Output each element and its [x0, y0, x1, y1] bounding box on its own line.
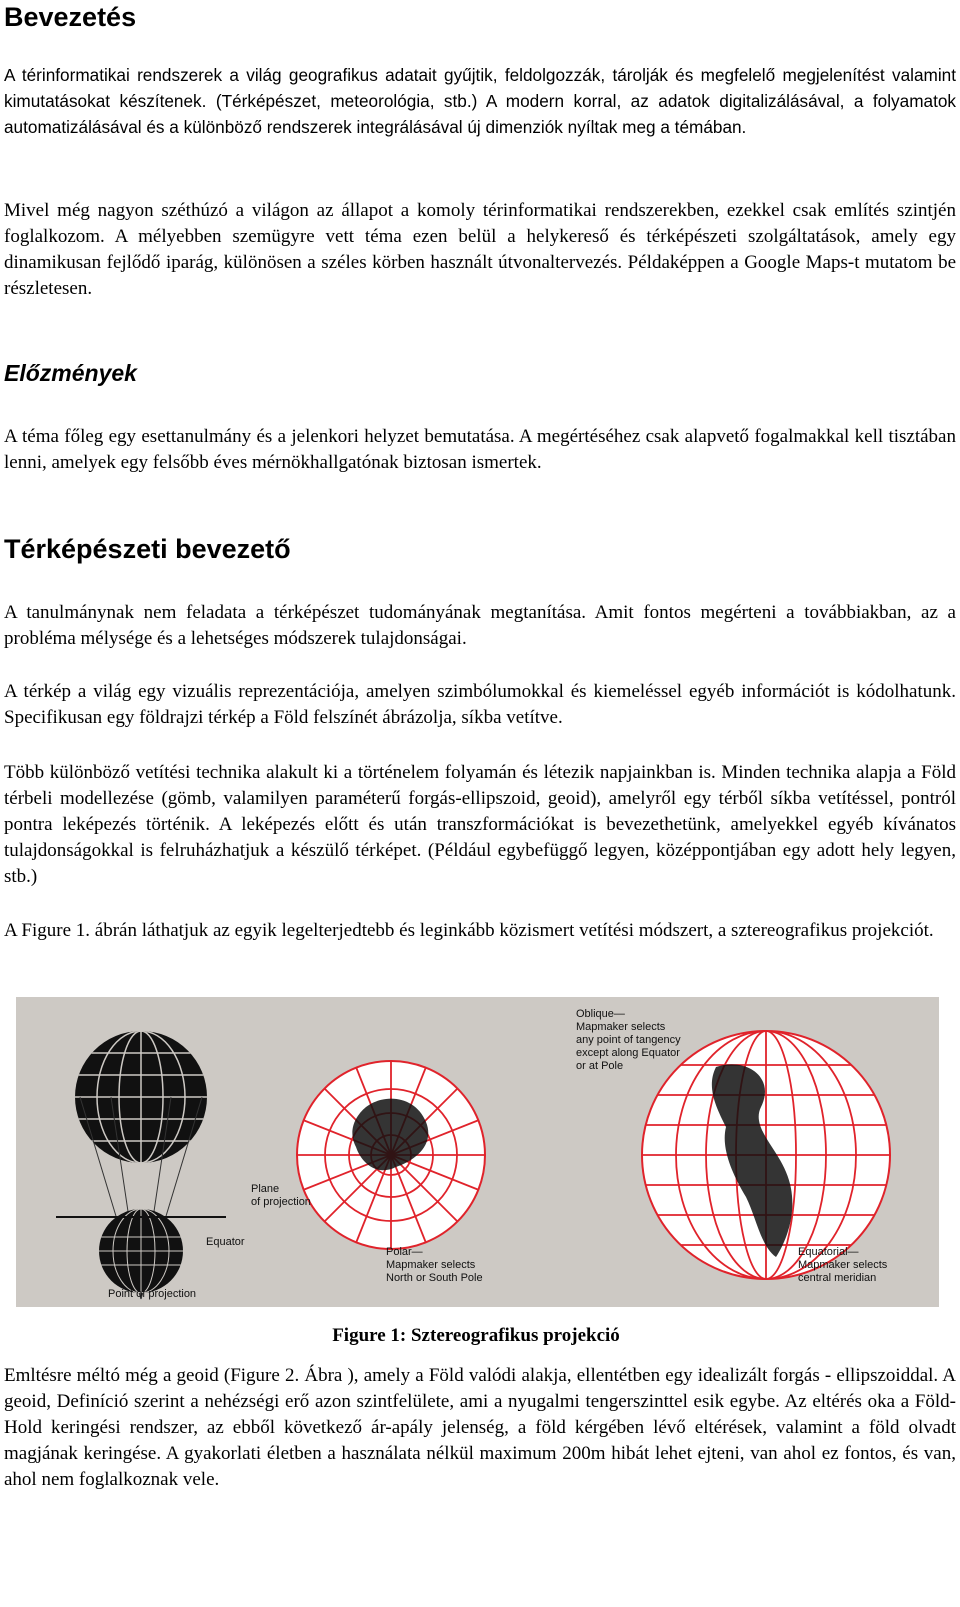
- label-plane-2: of projection: [251, 1196, 311, 1208]
- label-equatorial-3: central meridian: [798, 1272, 877, 1284]
- paragraph-carto-1: A tanulmánynak nem feladata a térképészet tudományának megtanítása. Amit fontos megérteni a továbbiakban, az a probléma mélysége és a lehetséges módszerek tulajdonságai.: [4, 602, 956, 649]
- heading-carto-intro: Térképészeti bevezető: [4, 534, 291, 564]
- label-oblique-3: any point of tangency: [576, 1034, 681, 1046]
- label-equator: Equator: [206, 1236, 245, 1248]
- paragraph-carto-3: Több különböző vetítési technika alakult ki a történelem folyamán és létezik napjainkban is. Minden technika alapja a Föld térbeli modellezése (gömb, valamilyen paraméterű forgás-ellipszoid, geoid), amelyről egy térből síkba vetítéssel, pontról pontra leképezés történik. A leképezés előtt és után transzformációkat is bevezethetünk, amelyekkel egyéb kívánatos tulajdonságokkal is felruházhatjuk a készülő térképet. (Például egybefüggő legyen, középpontjában egy adott hely legyen, stb.): [4, 762, 956, 887]
- paragraph-figure-ref: A Figure 1. ábrán láthatjuk az egyik legelterjedtebb és leginkább közismert vetítési módszert, a sztereografikus projekciót.: [4, 920, 934, 941]
- paragraph-geoid: Emltésre méltó még a geoid (Figure 2. Ábra ), amely a Föld valódi alakja, ellentétben egy idealizált forgás - ellipszoiddal. A geoid, Definíció szerint a nehézségi erő azon szintfelülete, ami a nyugalmi tengerszinttel esik egybe. Az eltérés oka a Föld-Hold keringési rendszer, az ebből következő ár-apály jelenség, a föld kérgében lévő eltérések, valamint a föld olvadt magjának keringése. A gyakorlati életben a használata nélkül maximum 200m hibát lehet ejteni, van ahol ez fontos, és van, ahol nem foglalkoznak vele.: [4, 1365, 956, 1490]
- figure-caption: Figure 1: Sztereografikus projekció: [332, 1325, 620, 1346]
- label-equatorial-1: Equatorial—: [798, 1246, 859, 1258]
- paragraph-carto-2: A térkép a világ egy vizuális reprezentációja, amelyen szimbólumokkal és kiemeléssel egyéb információt is kódolhatunk. Specifikusan egy földrajzi térkép a Föld felszínét ábrázolja, síkba vetítve.: [4, 681, 956, 728]
- label-polar-3: North or South Pole: [386, 1272, 483, 1284]
- label-point-of-projection: Point of projection: [108, 1288, 197, 1300]
- label-oblique-5: or at Pole: [576, 1060, 624, 1072]
- label-polar-1: Polar—: [386, 1246, 423, 1258]
- paragraph-scope: Mivel még nagyon széthúzó a világon az állapot a komoly térinformatikai rendszerekben, ezekkel csak említés szintjén foglalkozom. A mélyebben szemügyre vett téma ezen belül a helykereső és térképészeti szolgáltatások, amely egy dinamikusan fejlődő iparág, különösen a széles körben használt útvonaltervezés. Példaképpen a Google Maps-t mutatom be részletesen.: [4, 200, 956, 299]
- polar-red-globe: [297, 1061, 485, 1249]
- small-grid-globe: [99, 1209, 183, 1293]
- black-grid-globe: [75, 1031, 207, 1163]
- label-oblique-4: except along Equator: [576, 1047, 680, 1059]
- heading-intro: Bevezetés: [4, 2, 137, 32]
- label-oblique-2: Mapmaker selects: [576, 1021, 666, 1033]
- equatorial-red-globe: [642, 1031, 890, 1279]
- label-plane-1: Plane: [251, 1183, 280, 1195]
- label-polar-2: Mapmaker selects: [386, 1259, 476, 1271]
- paragraph-background: A téma főleg egy esettanulmány és a jelenkori helyzet bemutatása. A megértéséhez csak alapvető fogalmakkal kell tisztában lenni, amelyek egy felsőbb éves mérnökhallgatónak biztosan ismertek.: [4, 426, 956, 473]
- figure-illustration: [16, 997, 939, 1307]
- stereographic-projection-figure: [16, 997, 939, 1607]
- paragraph-intro: A térinformatikai rendszerek a világ geografikus adatait gyűjtik, feldolgozzák, tárolják és megfelelő megjelenítést valamint kimutatásokat készítenek. (Térképészet, meteorológia, stb.) A modern korral, az adatok digitalizálásával, a folyamatok automatizálásával és a különböző rendszerek integrálásával új dimenziók nyíltak meg a témában.: [4, 65, 956, 137]
- label-equatorial-2: Mapmaker selects: [798, 1259, 888, 1271]
- heading-background: Előzmények: [4, 360, 137, 386]
- label-oblique-1: Oblique—: [576, 1008, 625, 1020]
